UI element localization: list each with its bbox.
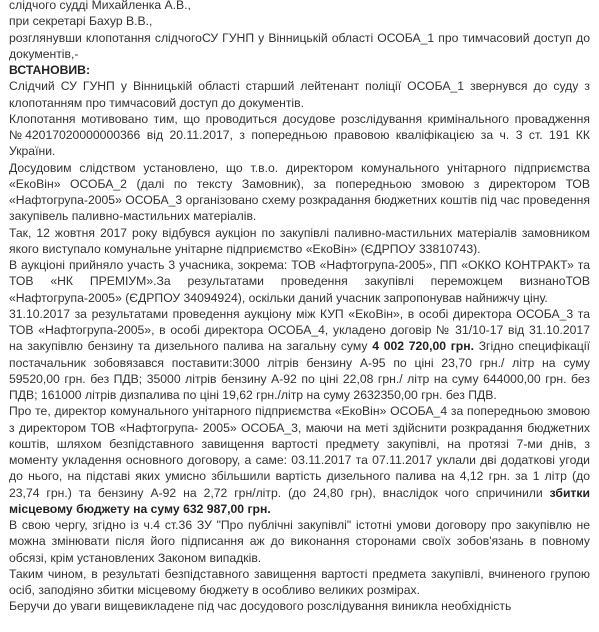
conclusion-paragraph: Таким чином, в результаті безпідставного завищення вартості предмета закупівлі, вчиненого групою осіб, заподіяно збитки місцевому бюджету в особливо великих розмірах.	[9, 566, 590, 597]
cut-off-paragraph: Беручи до уваги вищевикладене під час досудового розслідування виникла необхідність	[9, 599, 512, 614]
contract-paragraph	[9, 306, 590, 404]
contract-text: 31.10.2017 за результатами проведення аукціону між КУП «ЕкоВін», в особі директора ОСОБА_3 та ТОВ «Нафтогрупа-2005», в особі директора ОСОБА_4, укладено договір № 31/10-17 від 31.10.2017 на закупівлю бензину та дизельного палива на загальну суму	[9, 306, 590, 354]
damages-amount: збитки місцевому бюджету на суму 632 987,00 грн.	[9, 485, 590, 516]
participants-paragraph: В аукціоні прийняло участь 3 учасника, зокрема: ТОВ «Нафтогрупа-2005», ПП «ОККО КОНТРАКТ» та ТОВ «НК ПРЕМІУМ».За результатами проведення закупівлі переможцем визнаноТОВ «Нафтогрупа-2005» (ЄДРПОУ 34094924), оскільки даний учасник запропонував найнижчу ціну.	[9, 258, 590, 305]
collusion-text: Про те, директор комунального унітарного підприємства «ЕкоВін» ОСОБА_4 за попередньою змовою з директором ТОВ «Нафтогрупа- 2005» ОСОБА_3, маючи на меті здійснити розкрадання бюджетних коштів, шляхом безпідставного завищення вартості предмету закупівлі, на протязі 7-ми днів, з моменту укладення основного договору, а саме: 03.11.2017 та 07.11.2017 уклали дві додаткові угоди до нього, на підставі яких умисно збільшили вартість дизельного палива на 4,12 грн. за 1 літр (до 23,74 грн.) та бензину А-92 на 2,72 грн/літр. (до 24,80 грн), внаслідок чого спричинили	[9, 404, 590, 500]
specification-text: Згідно специфікації постачальник зобовязався поставити:3000 літрів бензину А-95 по ціні 23,70 грн./ літр на суму 59520,00 грн. без ПДВ; 35000 літрів бензину А-92 по ціні 22,08 грн./ літр на суму 644000,00 грн. без ПДВ; 161000 літрів дизпалива по ціні 19,62 грн./літр на суму 2632350,00 грн. без ПДВ.	[9, 339, 590, 402]
law-paragraph: В свою чергу, згідно із ч.4 ст.36 ЗУ "Про публічні закупівлі" істотні умови договору про закупівлю не можна змінювати після його підписання аж до виконання сторонами своїх зобов'язань в повному обсязі, крім установлених Законом випадків.	[9, 518, 590, 565]
bottom-crop	[0, 622, 599, 632]
secretary-line: при секретарі Бахур В.В.,	[9, 14, 153, 29]
considered-paragraph: розглянувши клопотання слідчогоСУ ГУНП у Вінницькій області ОСОБА_1 про тимчасовий доступ до документів,-	[9, 30, 590, 61]
auction-paragraph: Так, 12 жовтня 2017 року відбувся аукціон по закупівлі паливно-мастильних матеріалів замовником якого виступало комунальне унітарне підприємство «ЕкоВін» (ЄДРПОУ 33810743).	[9, 225, 590, 256]
contract-total-amount: 4 002 720,00 грн.	[372, 339, 474, 354]
investigation-paragraph: Досудовим слідством установлено, що т.в.о. директором комунального унітарного підприємства «ЕкоВін» ОСОБА_2 (далі по тексту Замовник), за попередньою змовою з директором ТОВ «Нафтогрупа-2005» ОСОБА_3 організовано схему розкрадання бюджетних коштів під час проведення закупівель паливно-мастильних матеріалів.	[9, 160, 590, 224]
collusion-paragraph	[9, 403, 590, 517]
investigator-paragraph: Слідчий СУ ГУНП у Вінницькій області старший лейтенант поліції ОСОБА_1 звернувся до суду з клопотанням про тимчасовий доступ до документів.	[9, 79, 590, 110]
established-heading-text: ВСТАНОВИВ:	[9, 63, 91, 77]
judge-line: слідчого судді Михайленка А.В.,	[9, 0, 191, 12]
established-heading	[9, 62, 590, 78]
motion-paragraph: Клопотання мотивовано тим, що проводиться досудове розслідування кримінального провадження №42017020000000366 від 20.11.2017, з попередньою правовою кваліфікацією за ч. 3 ст. 191 КК України.	[9, 111, 590, 159]
